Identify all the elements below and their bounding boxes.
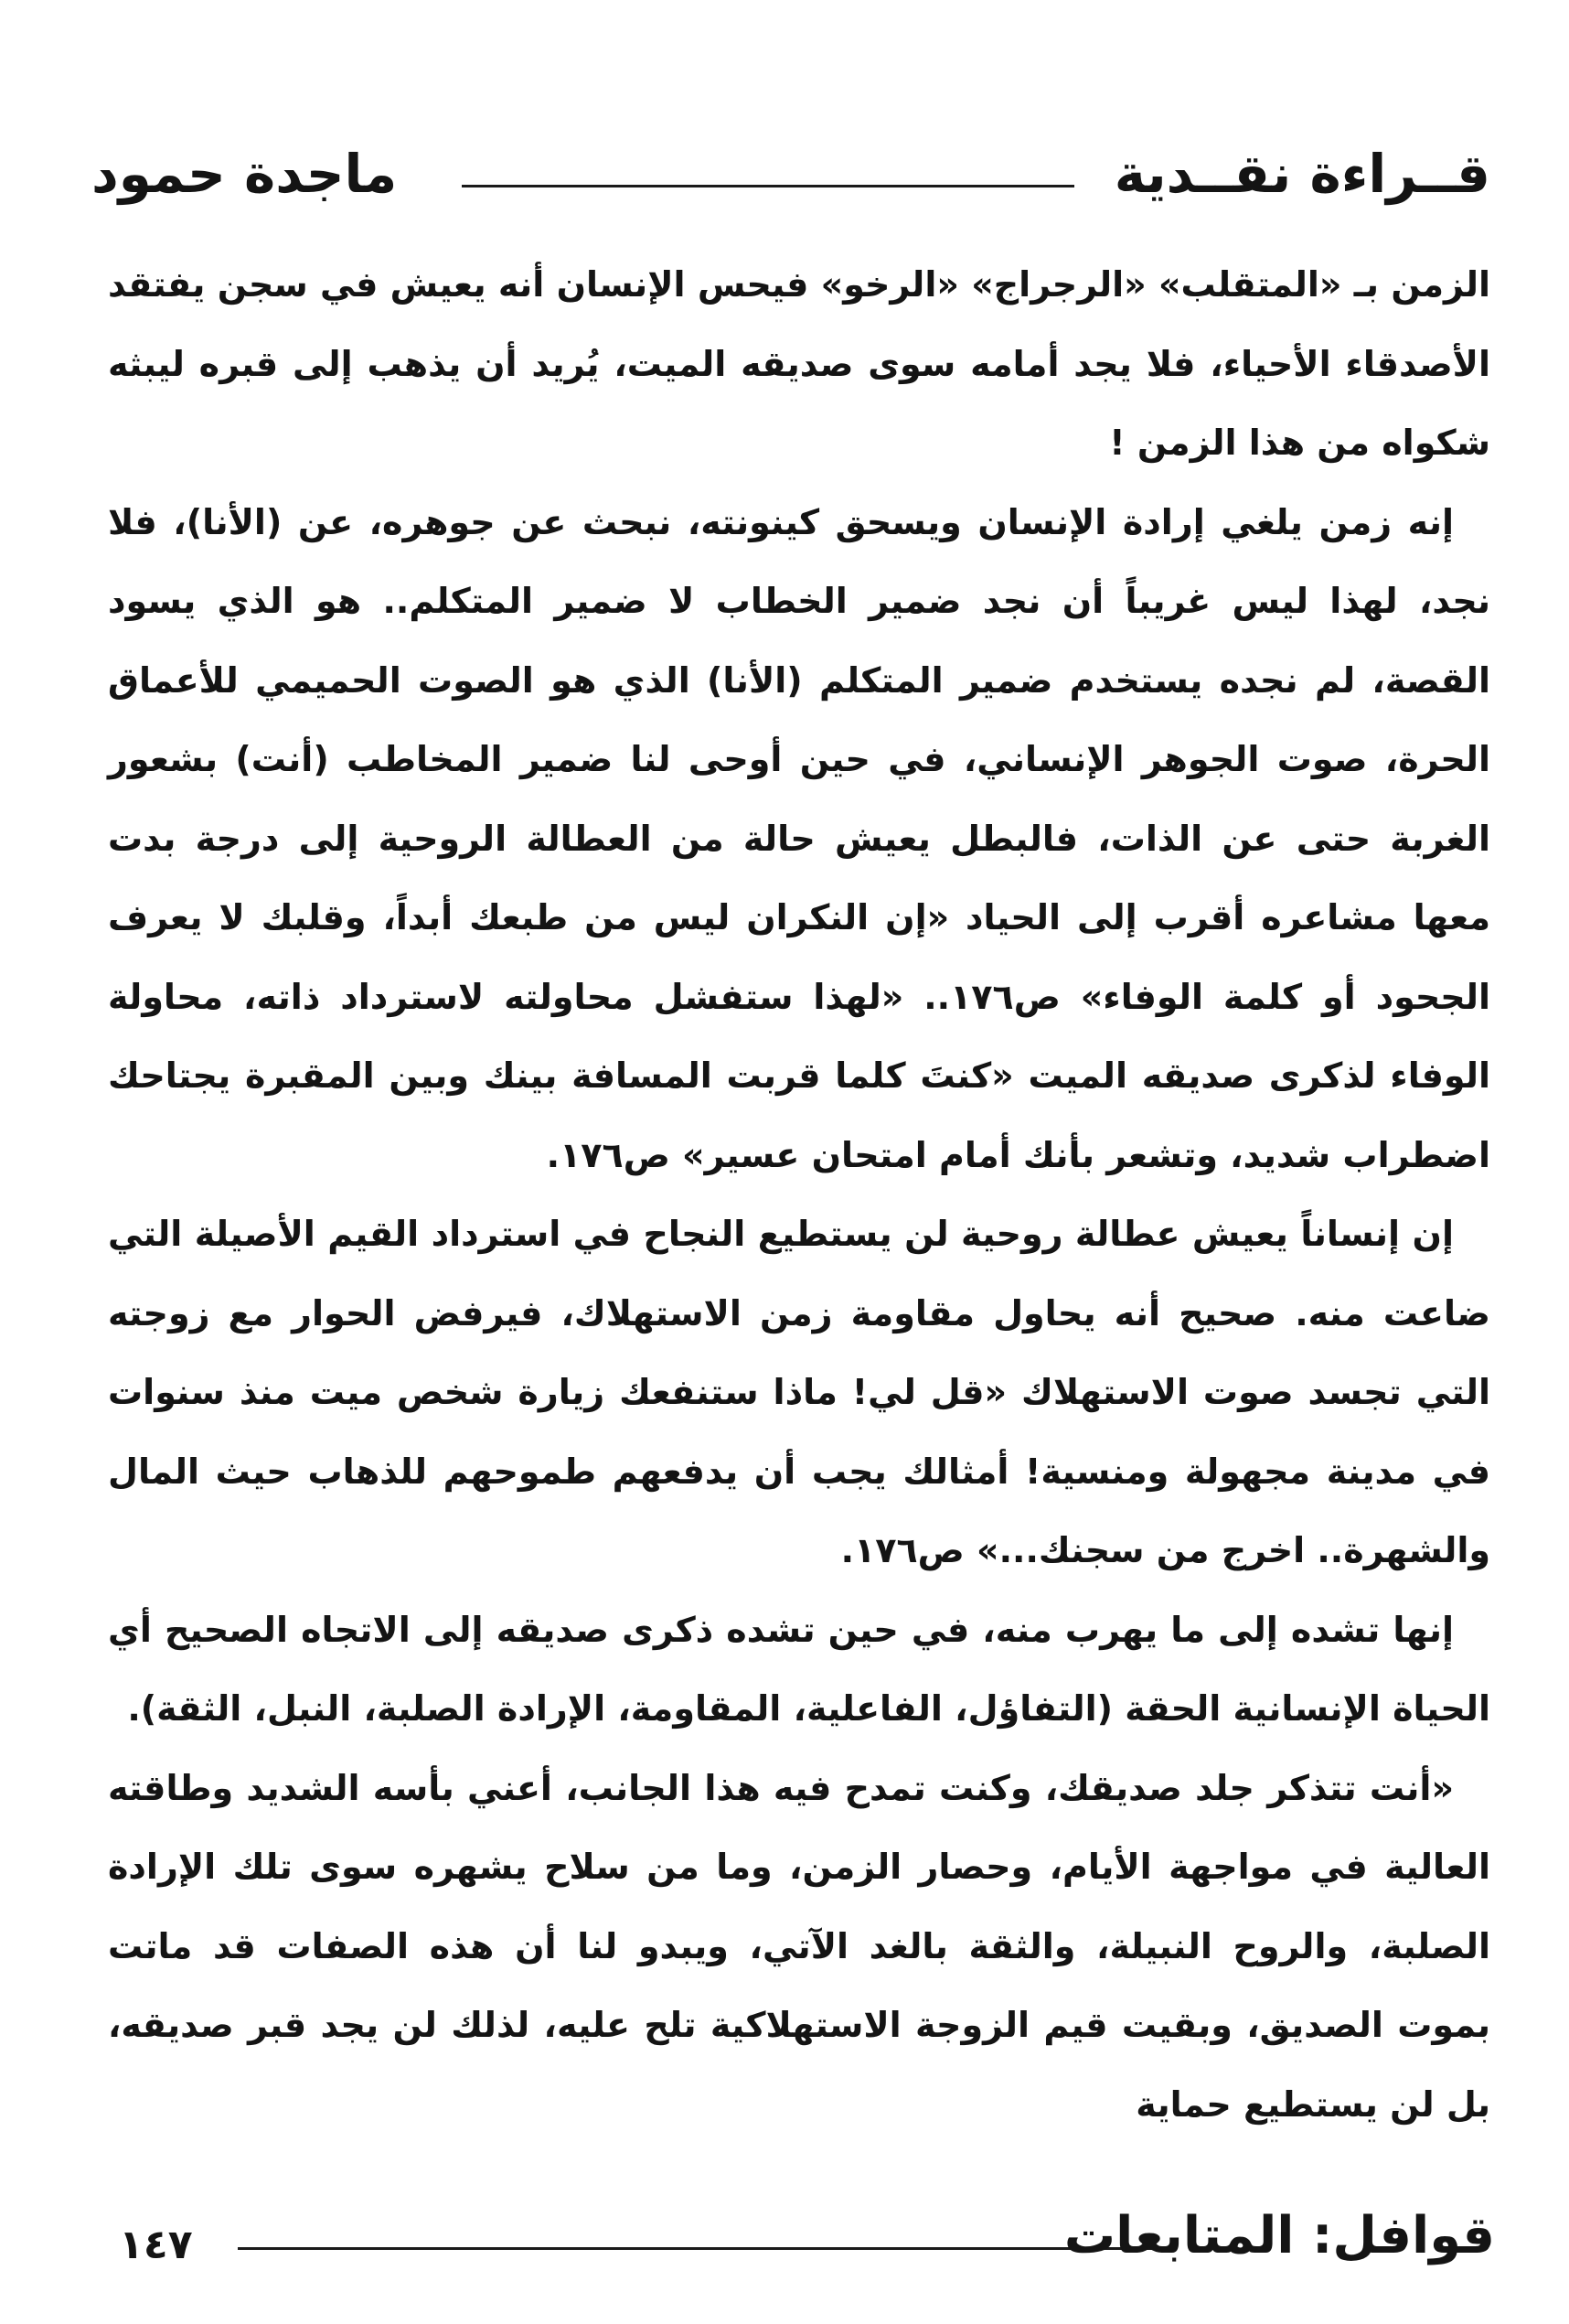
paragraph-5: «أنت تتذكر جلد صديقك، وكنت تمدح فيه هذا الجانب، أعني بأسه الشديد وطاقته العالية في مواجهة الأيام، وحصار الزمن، وما من سلاح يشهره سوى تلك الإرادة الصلبة، والروح النبيلة، والثقة بالغد الآتي، ويبدو لنا أن هذه الصفات قد ماتت بموت الصديق، وبقيت قيم الزوجة الاستهلاكية تلح عليه، لذلك لن يجد قبر صديقه، بل لن يستطيع حماية — [108, 1767, 1490, 2125]
paragraph-1: الزمن بـ «المتقلب» «الرجراج» «الرخو» فيحس الإنسان أنه يعيش في سجن يفتقد الأصدقاء الأحياء، فلا يجد أمامه سوى صديقه الميت، يُريد أن يذهب إلى قبره ليبثه شكواه من هذا الزمن ! — [108, 264, 1490, 463]
paragraph-3: إن إنساناً يعيش عطالة روحية لن يستطيع النجاح في استرداد القيم الأصيلة التي ضاعت منه. صحيح أنه يحاول مقاومة زمن الاستهلاك، فيرفض الحوار مع زوجته التي تجسد صوت الاستهلاك «قل لي! ماذا ستنفعك زيارة شخص ميت منذ سنوات في مدينة مجهولة ومنسية! أمثالك يجب أن يدفعهم طموحهم للذهاب حيث المال والشهرة.. اخرج من سجنك...» ص١٧٦. — [108, 1214, 1490, 1570]
paragraph-2: إنه زمن يلغي إرادة الإنسان ويسحق كينونته، نبحث عن جوهره، عن (الأنا)، فلا نجد، لهذا ليس غريباً أن نجد ضمير الخطاب لا ضمير المتكلم.. هو الذي يسود القصة، لم نجده يستخدم ضمير المتكلم (الأنا) الذي هو الصوت الحميمي للأعماق الحرة، صوت الجوهر الإنساني، في حين أوحى لنا ضمير المخاطب (أنت) بشعور الغربة حتى عن الذات، فالبطل يعيش حالة من العطالة الروحية إلى درجة بدت معها مشاعره أقرب إلى الحياد «إن النكران ليس من طبعك أبداً، وقلبك لا يعرف الجحود أو كلمة الوفاء» ص١٧٦.. «لهذا ستفشل محاولته لاسترداد ذاته، محاولة الوفاء لذكرى صديقه الميت «كنتَ كلما قربت المسافة بينك وبين المقبرة يجتاحك اضطراب شديد، وتشعر بأنك أمام امتحان عسير» ص١٧٦. — [108, 501, 1490, 1175]
author-name: ماجدة حمود — [91, 143, 398, 205]
footer-rule — [238, 2247, 1152, 2250]
page-number: ١٤٧ — [119, 2222, 193, 2268]
series-title: قوافل: المتابعات — [1063, 2206, 1495, 2265]
running-header — [91, 137, 1490, 220]
header-rule — [462, 185, 1074, 187]
running-footer — [101, 2200, 1495, 2282]
section-title: قــراءة نقــدية — [1114, 143, 1490, 205]
paragraph-4: إنها تشده إلى ما يهرب منه، في حين تشده ذكرى صديقه إلى الاتجاه الصحيح أي الحياة الإنسانية الحقة (التفاؤل، الفاعلية، المقاومة، الإرادة الصلبة، النبل، الثقة). — [108, 1609, 1490, 1729]
article-body — [108, 245, 1490, 2144]
